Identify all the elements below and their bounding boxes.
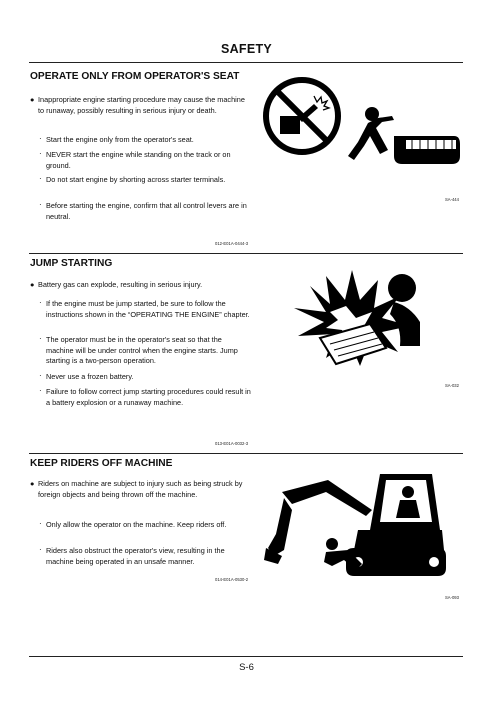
excavator-rider-illustration bbox=[262, 470, 452, 590]
bullet-dot: ● bbox=[30, 479, 35, 488]
header-rule bbox=[29, 62, 463, 63]
page-number: S-6 bbox=[239, 662, 254, 673]
section-2-bullet-text: Battery gas can explode, resulting in serious injury. bbox=[38, 280, 203, 289]
section-1-bullet-text: Inappropriate engine starting procedure may cause the machine to runaway, possibly resulting in serious injury or death. bbox=[38, 95, 245, 115]
document-code: 012-E01A-0444-3 bbox=[215, 241, 249, 246]
footer-rule bbox=[29, 656, 463, 657]
figure-label: SA-032 bbox=[445, 383, 459, 388]
runaway-warning-illustration bbox=[262, 76, 462, 196]
section-title-operate-seat: OPERATE ONLY FROM OPERATOR'S SEAT bbox=[30, 71, 240, 82]
document-code: 013-E01A-0032-3 bbox=[215, 441, 249, 446]
section-3-bullet-text: Riders on machine are subject to injury such as being struck by foreign objects and being thrown off the machine. bbox=[38, 479, 243, 499]
section-divider bbox=[29, 253, 463, 254]
battery-explosion-illustration bbox=[290, 266, 425, 376]
bullet-dot: ● bbox=[30, 95, 35, 104]
document-code: 014-E01A-0530-2 bbox=[215, 577, 249, 582]
section-title-jump-starting: JUMP STARTING bbox=[30, 258, 113, 269]
bullet-dot: ● bbox=[30, 280, 35, 289]
section-divider bbox=[29, 453, 463, 454]
section-title-keep-riders-off: KEEP RIDERS OFF MACHINE bbox=[30, 458, 173, 469]
figure-label: SA-444 bbox=[445, 197, 459, 202]
page-title: SAFETY bbox=[220, 42, 273, 56]
figure-label: SA-093 bbox=[445, 595, 459, 600]
